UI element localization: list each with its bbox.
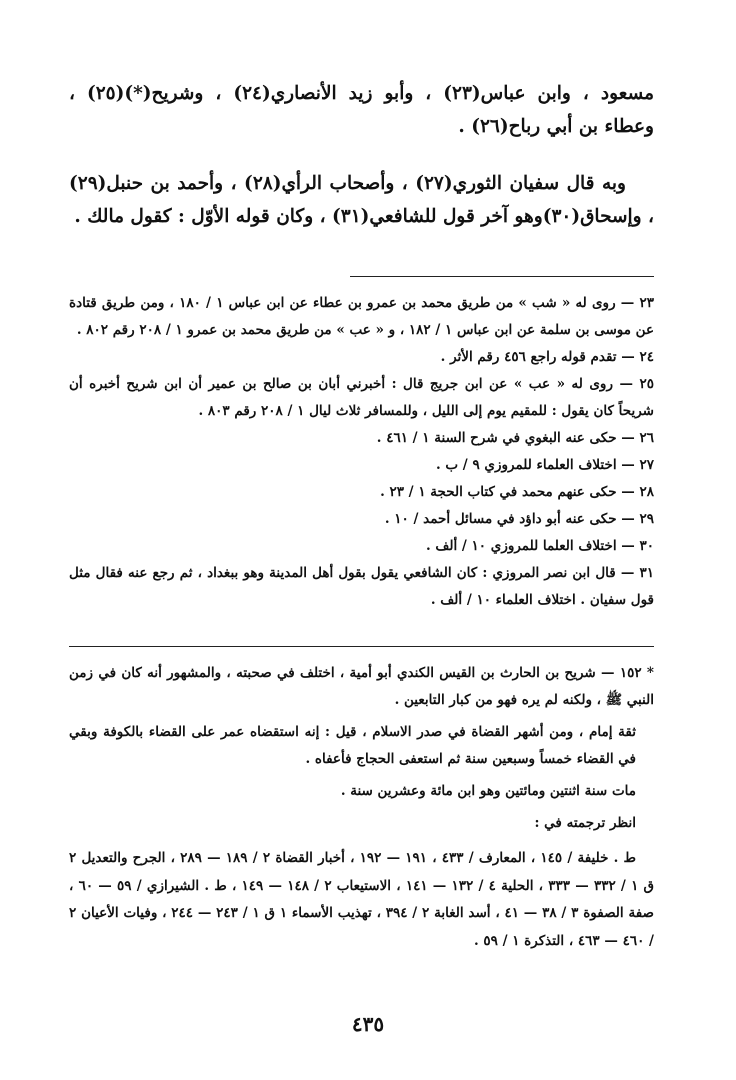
footnote-27: ٢٧ — اختلاف العلماء للمروزي ٩ / ب . xyxy=(435,457,654,473)
footnote-30: ٣٠ — اختلاف العلما للمروزي ١٠ / ألف . xyxy=(425,538,654,554)
footnote-24: ٢٤ — تقدم قوله راجع ٤٥٦ رقم الأثر . xyxy=(440,349,654,365)
biography-entry: * ١٥٢ — شريح بن الحارث بن القيس الكندي أبو أمية ، اختلف في صحبته ، والمشهور أنه كان في زمن النبي ﷺ ، ولكنه لم يره فهو من كبار التابعين . xyxy=(69,665,654,708)
biography-see-label: انظر ترجمته في : xyxy=(534,815,636,831)
footnote-25: ٢٥ — روى له « عب » عن ابن جريج قال : أخبرني أبان بن صالح بن عمير أن ابن شريح أخبره أن شريحاً كان يقول : للمقيم يوم إلى الليل ، وللمسافر ثلاث ليال ١ / ٢٠٨ رقم ٨٠٣ . xyxy=(69,376,654,419)
footnote-divider xyxy=(350,276,654,277)
biography-description: ثقة إمام ، ومن أشهر القضاة في صدر الاسلام ، قيل : إنه استقضاه عمر على القضاء بالكوفة وبقي في القضاء خمساً وسبعين سنة ثم استعفى الحجاج فأعفاه . xyxy=(69,724,636,767)
biography-death: مات سنة اثنتين ومائتين وهو ابن مائة وعشرين سنة . xyxy=(340,783,636,799)
footnote-28: ٢٨ — حكى عنهم محمد في كتاب الحجة ١ / ٢٣ . xyxy=(380,484,654,500)
main-paragraph-2: وبه قال سفيان الثوري(٢٧) ، وأصحاب الرأي(٢٨) ، وأحمد بن حنبل(٢٩) ، وإسحاق(٣٠)وهو آخر قول للشافعي(٣١) ، وكان قوله الأوّل : كقول مالك . xyxy=(69,173,654,227)
footnote-23: ٢٣ — روى له « شب » من طريق محمد بن عمرو بن عطاء عن ابن عباس ١ / ١٨٠ ، ومن طريق قتادة عن موسى بن سلمة عن ابن عباس ١ / ١٨٢ ، و « عب » من طريق محمد بن عمرو ١ / ٢٠٨ رقم ٨٠٢ . xyxy=(69,295,654,338)
page-number: ٤٣٥ xyxy=(351,1012,385,1036)
biography-references: ط . خليفة / ١٤٥ ، المعارف / ٤٣٣ ، ١٩١ — ١٩٢ ، أخبار القضاة ٢ / ١٨٩ — ٢٨٩ ، الجرح والتعديل ٢ ق ١ / ٣٣٢ — ٣٣٣ ، الحلية ٤ / ١٣٢ — ١٤١ ، الاستيعاب ٢ / ١٤٨ — ١٤٩ ، ط . الشيرازي / ٥٩ — ٦٠ ، صفة الصفوة ٣ / ٣٨ — ٤١ ، أسد الغابة ٢ / ٣٩٤ ، تهذيب الأسماء ١ ق ١ / ٢٤٣ — ٢٤٤ ، وفيات الأعيان ٢ / ٤٦٠ — ٤٦٣ ، التذكرة ١ / ٥٩ . xyxy=(69,850,655,949)
main-paragraph-1: مسعود ، وابن عباس(٢٣) ، وأبو زيد الأنصاري(٢٤) ، وشريح(*)(٢٥) ، وعطاء بن أبي رباح(٢٦) . xyxy=(69,83,655,137)
footnote-29: ٢٩ — حكى عنه أبو داؤد في مسائل أحمد / ١٠ . xyxy=(384,511,654,527)
footnote-26: ٢٦ — حكى عنه البغوي في شرح السنة ١ / ٤٦١ . xyxy=(376,430,654,446)
footnotes-section xyxy=(69,290,654,614)
biography-section xyxy=(69,660,654,837)
biography-divider xyxy=(69,646,654,647)
footnote-31: ٣١ — قال ابن نصر المروزي : كان الشافعي يقول بقول أهل المدينة وهو ببغداد ، ثم رجع عنه فقال مثل قول سفيان . اختلاف العلماء ١٠ / ألف . xyxy=(69,565,654,608)
